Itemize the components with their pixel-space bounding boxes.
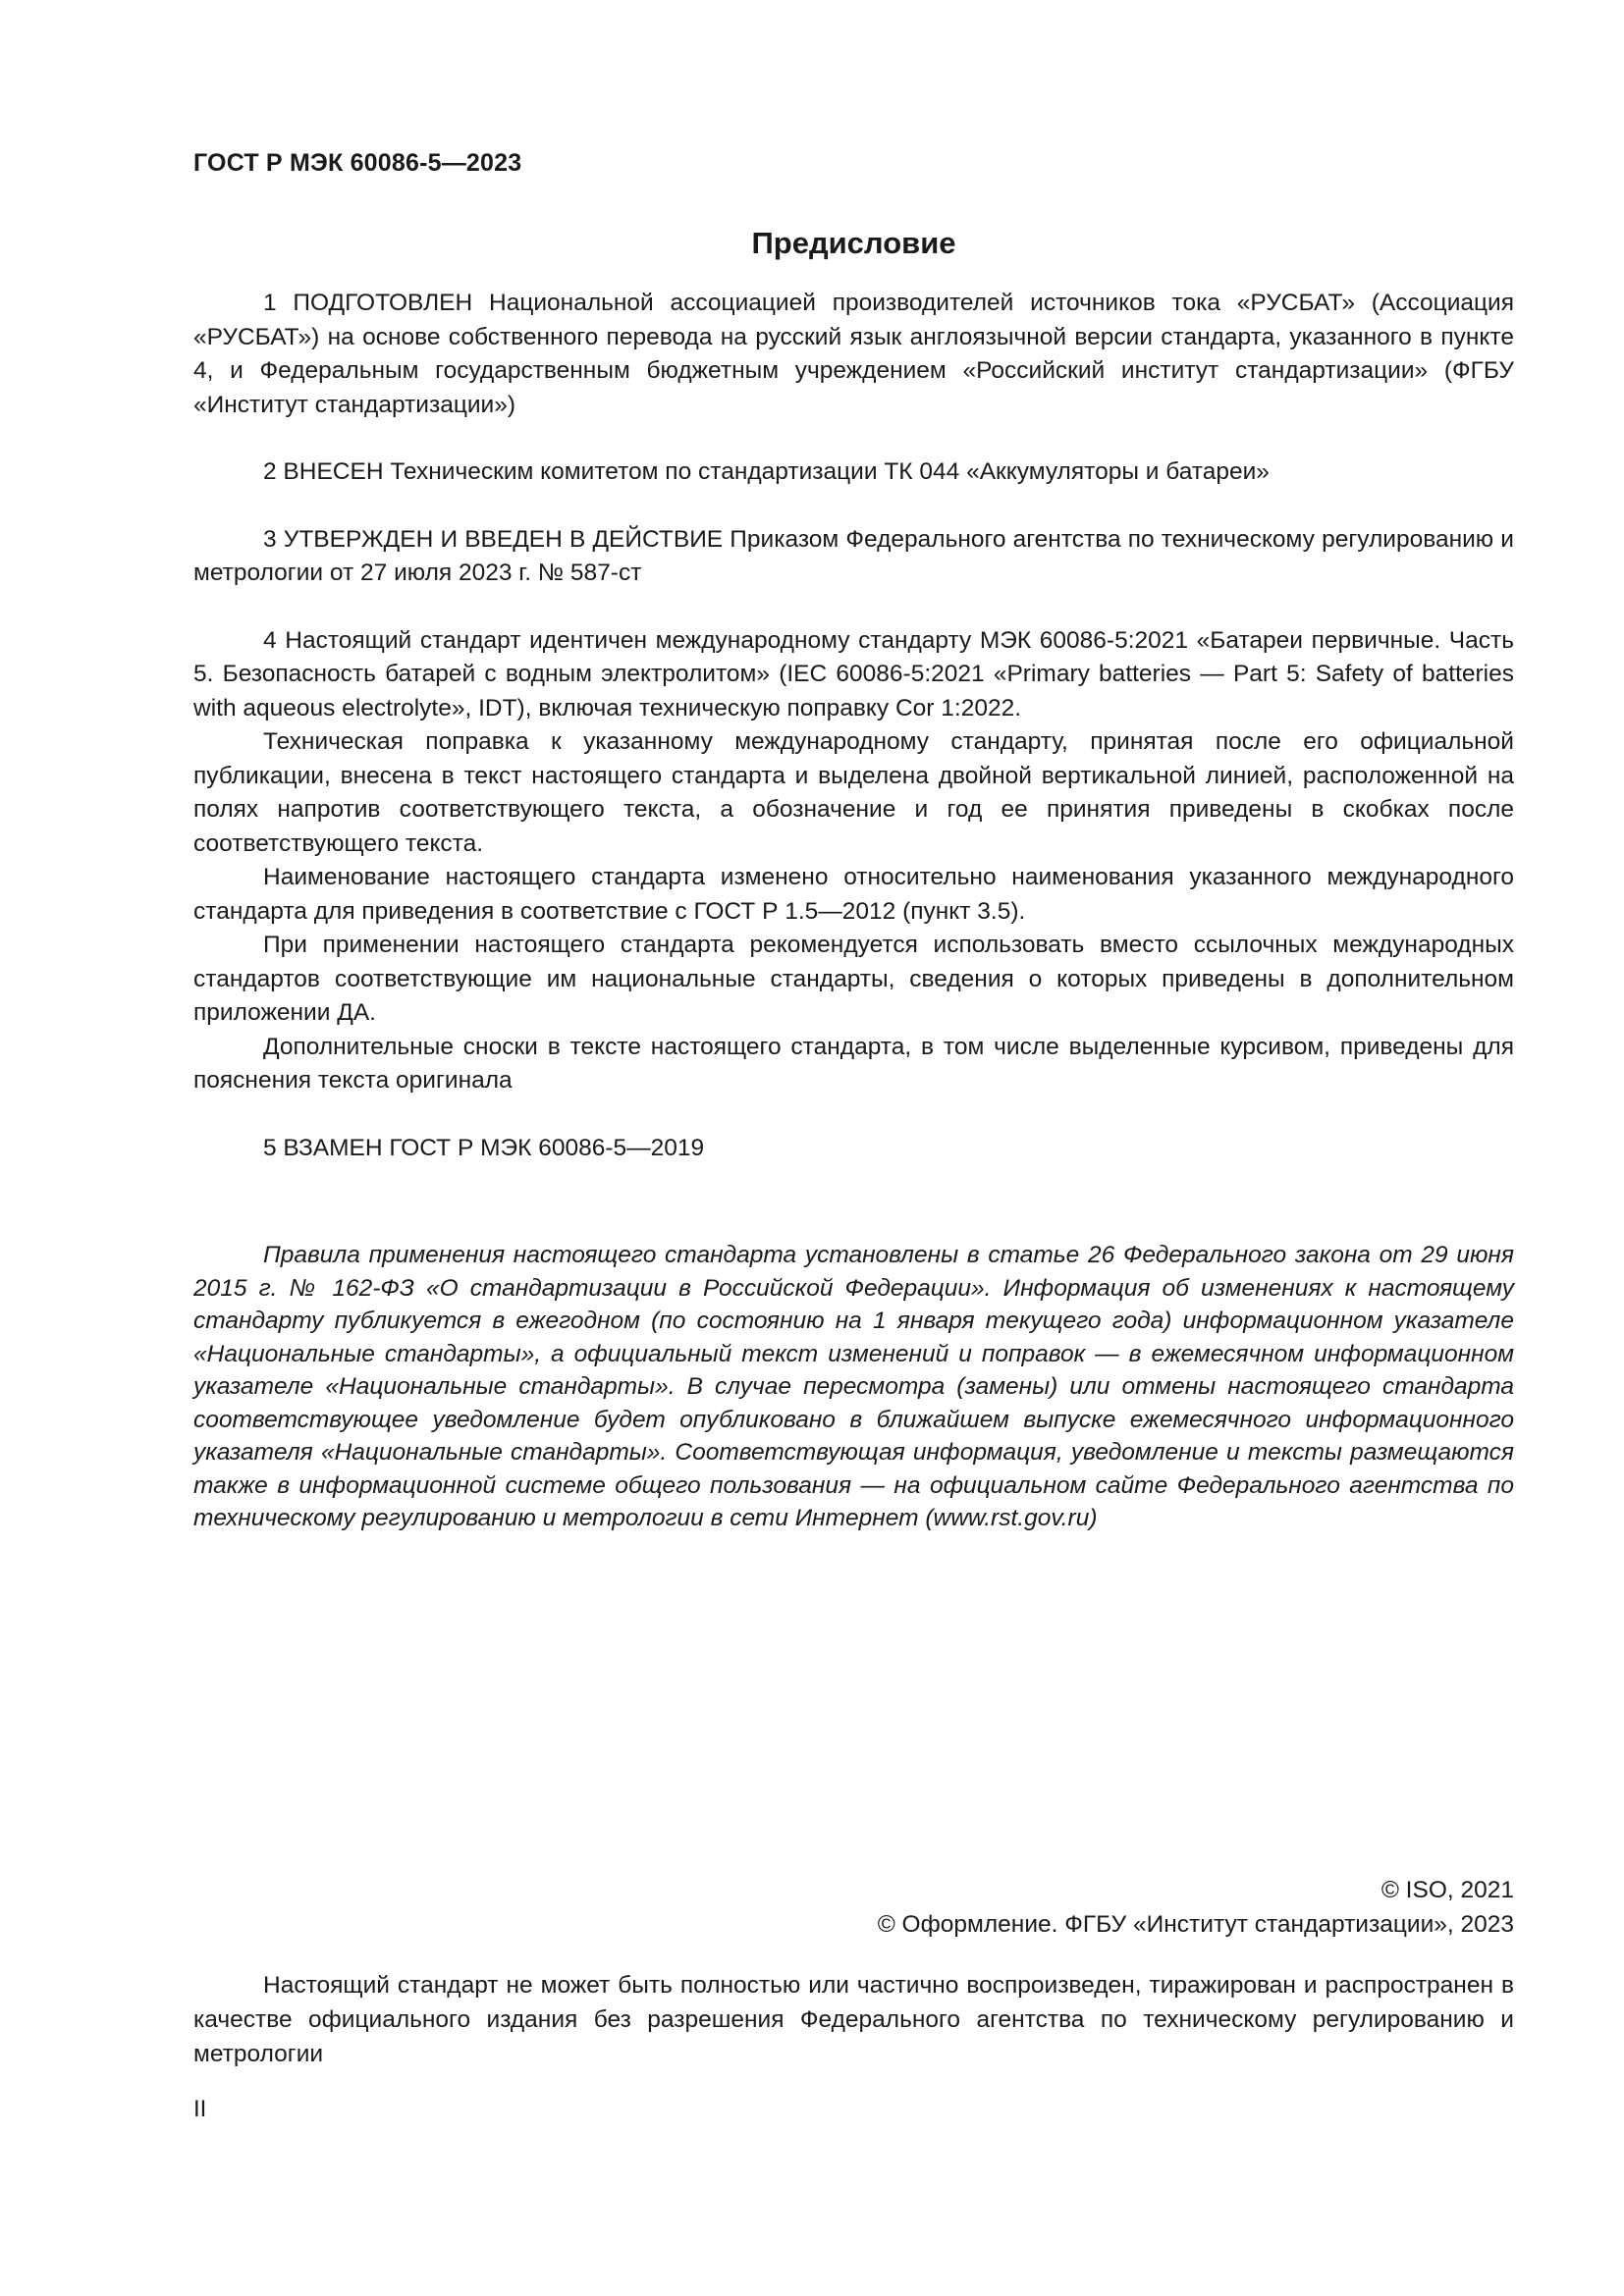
item-3-approved: 3 УТВЕРЖДЕН И ВВЕДЕН В ДЕЙСТВИЕ Приказом Федерального агентства по техническому регулированию и метрологии от 27 июля 2023 г. № 587-ст [193,525,1514,586]
foreword-body [193,287,1514,1165]
item-1-prepared: 1 ПОДГОТОВЛЕН Национальной ассоциацией производителей источников тока «РУСБАТ» (Ассоциация «РУСБАТ») на основе собственного перевода на русский язык англоязычной версии стандарта, указанного в пункте 4, и Федеральным государственным бюджетным учреждением «Российский институт стандартизации» (ФГБУ «Институт стандартизации») [193,290,1514,418]
item-4-correction: Техническая поправка к указанному международному стандарту, принятая после его официальной публикации, внесена в текст настоящего стандарта и выделена двойной вертикальной линией, расположенной на полях напротив соответствующего текста, а обозначение и год ее принятия приведены в скобках после соответствующего текста. [193,728,1514,857]
item-4-identical: 4 Настоящий стандарт идентичен международному стандарту МЭК 60086-5:2021 «Батареи первичные. Часть 5. Безопасность батарей с водным электролитом» (IEC 60086-5:2021 «Primary batteries — Part 5: Safety of batteries with aqueous electrolyte», IDT), включая техническую поправку Cor 1:2022. [193,626,1514,721]
rules-of-application-note: Правила применения настоящего стандарта установлены в статье 26 Федерального закона от 29 июня 2015 г. № 162-ФЗ «О стандартизации в Российской Федерации». Информация об изменениях к настоящему стандарту публикуется в ежегодном (по состоянию на 1 января текущего года) информационном указателе «Национальные стандарты», а официальный текст изменений и поправок — в ежемесячном информационном указателе «Национальные стандарты». В случае пересмотра (замены) или отмены настоящего стандарта соответствующее уведомление будет опубликовано в ближайшем выпуске ежемесячного информационного указателя «Национальные стандарты». Соответствующая информация, уведомление и тексты размещаются также в информационной системе общего пользования — на официальном сайте Федерального агентства по техническому регулированию и метрологии в сети Интернет (www.rst.gov.ru) [193,1242,1514,1531]
copyright-iso: © ISO, 2021 [1380,1877,1514,1903]
item-4-references: При применении настоящего стандарта рекомендуется использовать вместо ссылочных международных стандартов соответствующие им национальные стандарты, сведения о которых приведены в дополнительном приложении ДА. [193,932,1514,1026]
document-code: ГОСТ Р МЭК 60086-5—2023 [193,149,522,177]
page-title: Предисловие [751,226,956,260]
item-4-footnotes: Дополнительные сноски в тексте настоящего стандарта, в том числе выделенные курсивом, приведены для пояснения текста оригинала [193,1033,1514,1094]
page-number: II [193,2096,207,2122]
document-page [193,0,1514,2296]
reproduction-notice: Настоящий стандарт не может быть полностью или частично воспроизведен, тиражирован и распространен в качестве официального издания без разрешения Федерального агентства по техническому регулированию и метрологии [193,1972,1514,2067]
copyright-block [878,1873,1514,1942]
item-4-title-change: Наименование настоящего стандарта изменено относительно наименования указанного международного стандарта для приведения в соответствие с ГОСТ Р 1.5—2012 (пункт 3.5). [193,864,1514,925]
item-2-submitted: 2 ВНЕСЕН Техническим комитетом по стандартизации ТК 044 «Аккумуляторы и батареи» [263,458,1270,485]
copyright-design: © Оформление. ФГБУ «Институт стандартизации», 2023 [877,1911,1514,1938]
item-5-replaces: 5 ВЗАМЕН ГОСТ Р МЭК 60086-5—2019 [263,1134,705,1161]
